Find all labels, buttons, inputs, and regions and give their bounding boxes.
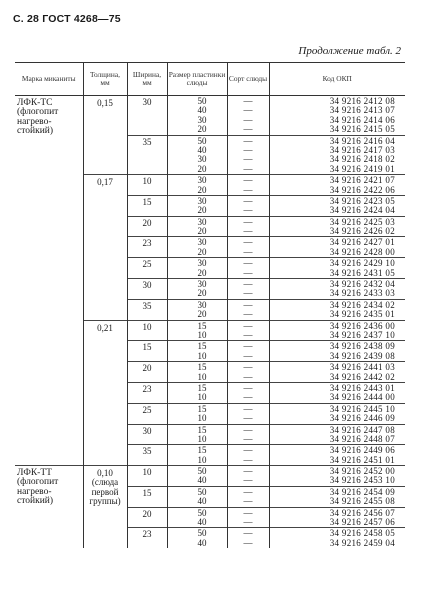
mica-grade-dash: — xyxy=(243,486,253,497)
okp-code-value: 34 9216 2443 01 xyxy=(329,382,395,393)
okp-code-value: 34 9216 2446 09 xyxy=(329,413,395,424)
okp-code-value: 34 9216 2441 03 xyxy=(329,362,395,373)
table-body xyxy=(15,96,405,549)
column-header-thickness: Толщина, мм xyxy=(83,63,127,96)
okp-code-value: 34 9216 2425 03 xyxy=(329,216,395,227)
brand-name-line: нагрево- xyxy=(17,116,52,127)
mica-grade-dash: — xyxy=(243,362,253,373)
size-cell xyxy=(167,258,227,279)
thickness-line: первой xyxy=(91,486,119,497)
width-cell: 23 xyxy=(127,237,167,258)
okp-code-value: 34 9216 2433 03 xyxy=(329,288,395,299)
okp-code-cell xyxy=(269,507,405,528)
mica-grade-dash: — xyxy=(243,175,253,186)
okp-code-value: 34 9216 2415 05 xyxy=(329,124,395,135)
okp-code-value: 34 9216 2456 07 xyxy=(329,507,395,518)
grade-cell xyxy=(227,320,269,341)
grade-cell xyxy=(227,195,269,216)
okp-code-value: 34 9216 2445 10 xyxy=(329,403,395,414)
mica-size-value: 40 xyxy=(197,105,207,116)
mica-size-value: 30 xyxy=(197,195,207,206)
width-cell: 35 xyxy=(127,299,167,320)
page-header: С. 28 ГОСТ 4268—75 xyxy=(13,13,121,25)
width-cell: 15 xyxy=(127,195,167,216)
size-cell xyxy=(167,135,227,175)
mica-size-value: 20 xyxy=(197,309,207,320)
okp-code-value: 34 9216 2454 09 xyxy=(329,486,395,497)
thickness-line: (слюда xyxy=(91,477,119,488)
size-cell xyxy=(167,175,227,196)
mica-grade-dash: — xyxy=(243,403,253,414)
thickness-line: 0,17 xyxy=(97,177,113,188)
mica-grade-dash: — xyxy=(243,371,253,382)
thickness-line: группы) xyxy=(89,496,121,507)
grade-cell xyxy=(227,507,269,528)
mica-size-value: 30 xyxy=(197,258,207,269)
mica-grade-dash: — xyxy=(243,114,253,125)
okp-code-value: 34 9216 2419 01 xyxy=(329,163,395,174)
okp-code-value: 34 9216 2422 06 xyxy=(329,184,395,195)
mica-grade-dash: — xyxy=(243,154,253,165)
okp-code-value: 34 9216 2412 08 xyxy=(329,96,395,106)
size-cell xyxy=(167,486,227,507)
mica-grade-dash: — xyxy=(243,309,253,320)
column-header-mica-size: Размер пластинки слюды xyxy=(167,63,227,96)
okp-code-cell xyxy=(269,237,405,258)
mica-grade-dash: — xyxy=(243,537,253,548)
width-cell: 20 xyxy=(127,362,167,383)
size-cell xyxy=(167,96,227,136)
size-cell xyxy=(167,445,227,466)
mica-size-value: 30 xyxy=(197,114,207,125)
mica-grade-dash: — xyxy=(243,392,253,403)
grade-cell xyxy=(227,424,269,445)
okp-code-cell xyxy=(269,279,405,300)
mica-size-value: 20 xyxy=(197,246,207,257)
mica-size-value: 10 xyxy=(197,454,207,465)
okp-code-value: 34 9216 2414 06 xyxy=(329,114,395,125)
mica-size-value: 40 xyxy=(197,537,207,548)
grade-cell xyxy=(227,382,269,403)
table-row xyxy=(15,466,405,487)
width-cell: 25 xyxy=(127,403,167,424)
mica-size-value: 20 xyxy=(197,124,207,135)
size-cell xyxy=(167,362,227,383)
okp-code-value: 34 9216 2447 08 xyxy=(329,424,395,435)
mica-size-value: 15 xyxy=(197,382,207,393)
grade-cell xyxy=(227,237,269,258)
mica-size-value: 10 xyxy=(197,433,207,444)
okp-code-cell xyxy=(269,466,405,487)
grade-cell xyxy=(227,528,269,548)
grade-cell xyxy=(227,258,269,279)
grade-cell xyxy=(227,466,269,487)
mica-size-value: 40 xyxy=(197,517,207,528)
okp-code-value: 34 9216 2427 01 xyxy=(329,237,395,248)
mica-grade-dash: — xyxy=(243,496,253,507)
width-cell: 20 xyxy=(127,216,167,237)
mica-size-value: 15 xyxy=(197,424,207,435)
mica-size-value: 20 xyxy=(197,267,207,278)
brand-name-line: стойкий) xyxy=(17,496,54,507)
grade-cell xyxy=(227,175,269,196)
width-cell: 20 xyxy=(127,507,167,528)
mica-grade-dash: — xyxy=(243,350,253,361)
mica-size-value: 20 xyxy=(197,184,207,195)
table-continuation-label: Продолжение табл. 2 xyxy=(298,45,401,57)
grade-cell xyxy=(227,403,269,424)
width-cell: 23 xyxy=(127,382,167,403)
okp-code-value: 34 9216 2457 06 xyxy=(329,517,395,528)
okp-code-value: 34 9216 2435 01 xyxy=(329,309,395,320)
width-cell: 10 xyxy=(127,320,167,341)
brand-name-line: (флогопит xyxy=(17,477,59,488)
okp-code-value: 34 9216 2452 00 xyxy=(329,466,395,477)
mica-size-value: 50 xyxy=(197,466,207,477)
mica-size-value: 15 xyxy=(197,403,207,414)
mica-grade-dash: — xyxy=(243,320,253,331)
mica-size-value: 30 xyxy=(197,154,207,165)
mica-grade-dash: — xyxy=(243,237,253,248)
okp-code-cell xyxy=(269,341,405,362)
okp-code-cell xyxy=(269,258,405,279)
size-cell xyxy=(167,403,227,424)
okp-code-table xyxy=(15,62,405,548)
okp-code-value: 34 9216 2438 09 xyxy=(329,341,395,352)
mica-size-value: 10 xyxy=(197,392,207,403)
mica-size-value: 40 xyxy=(197,144,207,155)
width-cell: 30 xyxy=(127,96,167,136)
mica-size-value: 40 xyxy=(197,496,207,507)
width-cell: 10 xyxy=(127,466,167,487)
width-cell: 35 xyxy=(127,445,167,466)
mica-size-value: 15 xyxy=(197,341,207,352)
okp-code-cell xyxy=(269,382,405,403)
mica-grade-dash: — xyxy=(243,329,253,340)
mica-size-value: 20 xyxy=(197,288,207,299)
mica-size-value: 30 xyxy=(197,216,207,227)
table-header-row xyxy=(15,63,405,96)
size-cell xyxy=(167,320,227,341)
okp-code-value: 34 9216 2459 04 xyxy=(329,537,395,548)
okp-code-value: 34 9216 2426 02 xyxy=(329,226,395,237)
mica-size-value: 50 xyxy=(197,486,207,497)
okp-code-value: 34 9216 2449 06 xyxy=(329,445,395,456)
mica-size-value: 15 xyxy=(197,445,207,456)
mica-grade-dash: — xyxy=(243,507,253,518)
width-cell: 25 xyxy=(127,258,167,279)
width-cell: 10 xyxy=(127,175,167,196)
mica-size-value: 20 xyxy=(197,226,207,237)
okp-code-value: 34 9216 2429 10 xyxy=(329,258,395,269)
mica-grade-dash: — xyxy=(243,475,253,486)
grade-cell xyxy=(227,96,269,136)
width-cell: 15 xyxy=(127,341,167,362)
mica-grade-dash: — xyxy=(243,105,253,116)
thickness-cell xyxy=(83,320,127,465)
mica-grade-dash: — xyxy=(243,205,253,216)
mica-size-value: 50 xyxy=(197,528,207,539)
okp-code-value: 34 9216 2416 04 xyxy=(329,135,395,146)
grade-cell xyxy=(227,279,269,300)
okp-code-cell xyxy=(269,195,405,216)
thickness-line: 0,10 xyxy=(97,468,113,479)
okp-code-value: 34 9216 2424 04 xyxy=(329,205,395,216)
okp-code-value: 34 9216 2448 07 xyxy=(329,433,395,444)
okp-code-value: 34 9216 2428 00 xyxy=(329,246,395,257)
okp-code-value: 34 9216 2442 02 xyxy=(329,371,395,382)
mica-grade-dash: — xyxy=(243,445,253,456)
mica-size-value: 30 xyxy=(197,279,207,290)
grade-cell xyxy=(227,486,269,507)
grade-cell xyxy=(227,445,269,466)
size-cell xyxy=(167,299,227,320)
mica-grade-dash: — xyxy=(243,267,253,278)
mica-size-value: 20 xyxy=(197,205,207,216)
mica-grade-dash: — xyxy=(243,433,253,444)
size-cell xyxy=(167,237,227,258)
okp-code-value: 34 9216 2453 10 xyxy=(329,475,395,486)
mica-grade-dash: — xyxy=(243,124,253,135)
mica-size-value: 30 xyxy=(197,299,207,310)
okp-code-cell xyxy=(269,299,405,320)
size-cell xyxy=(167,382,227,403)
mica-grade-dash: — xyxy=(243,195,253,206)
mica-size-value: 50 xyxy=(197,135,207,146)
width-cell: 23 xyxy=(127,528,167,548)
okp-code-value: 34 9216 2413 07 xyxy=(329,105,395,116)
mica-grade-dash: — xyxy=(243,96,253,106)
size-cell xyxy=(167,341,227,362)
okp-code-value: 34 9216 2455 08 xyxy=(329,496,395,507)
mica-grade-dash: — xyxy=(243,184,253,195)
okp-code-cell xyxy=(269,424,405,445)
okp-code-value: 34 9216 2432 04 xyxy=(329,279,395,290)
okp-code-value: 34 9216 2423 05 xyxy=(329,195,395,206)
mica-grade-dash: — xyxy=(243,299,253,310)
okp-code-value: 34 9216 2434 02 xyxy=(329,299,395,310)
mica-grade-dash: — xyxy=(243,528,253,539)
mica-size-value: 10 xyxy=(197,371,207,382)
mica-grade-dash: — xyxy=(243,454,253,465)
mica-grade-dash: — xyxy=(243,163,253,174)
mica-grade-dash: — xyxy=(243,216,253,227)
table-row xyxy=(15,96,405,136)
okp-code-cell xyxy=(269,175,405,196)
mica-size-value: 10 xyxy=(197,350,207,361)
grade-cell xyxy=(227,216,269,237)
okp-code-value: 34 9216 2444 00 xyxy=(329,392,395,403)
mica-size-value: 30 xyxy=(197,175,207,186)
mica-grade-dash: — xyxy=(243,144,253,155)
size-cell xyxy=(167,466,227,487)
column-header-okp-code: Код ОКП xyxy=(269,63,405,96)
mica-size-value: 30 xyxy=(197,237,207,248)
mica-grade-dash: — xyxy=(243,226,253,237)
width-cell: 30 xyxy=(127,424,167,445)
brand-cell xyxy=(15,96,83,466)
brand-name-line: нагрево- xyxy=(17,486,52,497)
brand-name-line: стойкий) xyxy=(17,126,54,137)
okp-code-cell xyxy=(269,320,405,341)
width-cell: 15 xyxy=(127,486,167,507)
size-cell xyxy=(167,216,227,237)
okp-code-cell xyxy=(269,528,405,548)
column-header-mica-grade: Сорт слюды xyxy=(227,63,269,96)
thickness-line: 0,21 xyxy=(97,322,113,333)
okp-code-value: 34 9216 2417 03 xyxy=(329,144,395,155)
mica-grade-dash: — xyxy=(243,341,253,352)
mica-size-value: 50 xyxy=(197,507,207,518)
okp-code-value: 34 9216 2431 05 xyxy=(329,267,395,278)
thickness-cell xyxy=(83,466,127,549)
thickness-cell xyxy=(83,96,127,175)
mica-grade-dash: — xyxy=(243,279,253,290)
mica-grade-dash: — xyxy=(243,466,253,477)
okp-code-value: 34 9216 2436 00 xyxy=(329,320,395,331)
okp-code-cell xyxy=(269,486,405,507)
okp-code-cell xyxy=(269,362,405,383)
mica-grade-dash: — xyxy=(243,413,253,424)
brand-cell xyxy=(15,466,83,549)
width-cell: 35 xyxy=(127,135,167,175)
thickness-line: 0,15 xyxy=(97,98,113,108)
okp-code-value: 34 9216 2439 08 xyxy=(329,350,395,361)
mica-size-value: 50 xyxy=(197,96,207,106)
mica-size-value: 20 xyxy=(197,163,207,174)
size-cell xyxy=(167,279,227,300)
size-cell xyxy=(167,507,227,528)
brand-name-line: (флогопит xyxy=(17,107,59,118)
mica-grade-dash: — xyxy=(243,424,253,435)
okp-code-value: 34 9216 2451 01 xyxy=(329,454,395,465)
column-header-brand: Марка миканиты xyxy=(15,63,83,96)
mica-grade-dash: — xyxy=(243,382,253,393)
okp-code-cell xyxy=(269,403,405,424)
brand-name-line: ЛФК-ТС xyxy=(17,98,53,108)
brand-name-line: ЛФК-ТТ xyxy=(17,468,52,479)
mica-grade-dash: — xyxy=(243,517,253,528)
mica-grade-dash: — xyxy=(243,135,253,146)
okp-code-value: 34 9216 2437 10 xyxy=(329,329,395,340)
thickness-cell xyxy=(83,175,127,320)
grade-cell xyxy=(227,362,269,383)
size-cell xyxy=(167,424,227,445)
okp-code-cell xyxy=(269,216,405,237)
grade-cell xyxy=(227,135,269,175)
mica-grade-dash: — xyxy=(243,258,253,269)
column-header-width: Ширина, мм xyxy=(127,63,167,96)
mica-grade-dash: — xyxy=(243,246,253,257)
mica-size-value: 40 xyxy=(197,475,207,486)
size-cell xyxy=(167,528,227,548)
okp-code-cell xyxy=(269,96,405,136)
mica-size-value: 10 xyxy=(197,413,207,424)
mica-size-value: 10 xyxy=(197,329,207,340)
okp-code-value: 34 9216 2418 02 xyxy=(329,154,395,165)
grade-cell xyxy=(227,299,269,320)
size-cell xyxy=(167,195,227,216)
mica-grade-dash: — xyxy=(243,288,253,299)
mica-size-value: 15 xyxy=(197,320,207,331)
okp-code-cell xyxy=(269,445,405,466)
mica-size-value: 15 xyxy=(197,362,207,373)
okp-code-value: 34 9216 2458 05 xyxy=(329,528,395,539)
okp-code-value: 34 9216 2421 07 xyxy=(329,175,395,186)
width-cell: 30 xyxy=(127,279,167,300)
okp-code-cell xyxy=(269,135,405,175)
grade-cell xyxy=(227,341,269,362)
